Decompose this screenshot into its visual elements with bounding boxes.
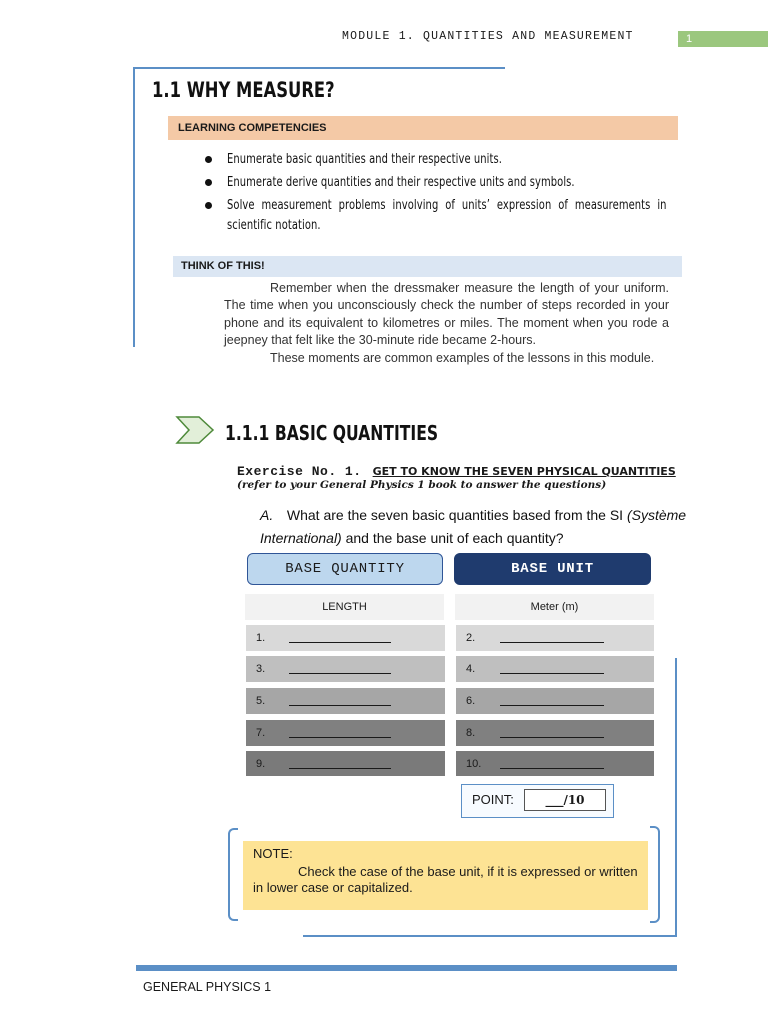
- exercise-title: GET TO KNOW THE SEVEN PHYSICAL QUANTITIES: [372, 465, 676, 478]
- page-number-tab: 1: [678, 31, 768, 47]
- note-label: NOTE:: [253, 846, 293, 861]
- answer-blank-field[interactable]: [500, 737, 604, 738]
- answer-blank-field[interactable]: [289, 705, 391, 706]
- competency-item: [203, 150, 669, 170]
- question-letter: A.: [260, 507, 274, 523]
- answer-blank-field[interactable]: [500, 705, 604, 706]
- footer-bar: [136, 965, 677, 971]
- example-quantity-cell: LENGTH: [245, 594, 444, 620]
- quantity-answer-cell: [246, 751, 445, 776]
- answer-blank-field[interactable]: [500, 642, 604, 643]
- question-italic: (Système International): [260, 507, 687, 546]
- frame-right-line: [675, 658, 677, 936]
- unit-answer-cell: [456, 751, 654, 776]
- chevron-right-icon: [175, 415, 215, 445]
- exercise-label: Exercise No. 1.: [237, 464, 362, 479]
- think-paragraph: These moments are common examples of the lessons in this module.: [270, 350, 655, 365]
- footer-text: GENERAL PHYSICS 1: [143, 980, 272, 994]
- subsection-title: 1.1.1 BASIC QUANTITIES: [225, 421, 439, 445]
- competency-text: Enumerate basic quantities and their respective units.: [227, 152, 503, 167]
- answer-blank-field[interactable]: [500, 673, 604, 674]
- item-number: 4.: [466, 663, 476, 675]
- competency-text: Enumerate derive quantities and their respective units and symbols.: [227, 175, 575, 190]
- item-number: 8.: [466, 727, 476, 739]
- competency-item: [203, 196, 669, 236]
- item-number: 9.: [256, 758, 266, 770]
- think-of-this-text: [224, 280, 669, 367]
- note-left-bracket: [228, 828, 238, 921]
- base-quantity-header: BASE QUANTITY: [247, 553, 443, 585]
- learning-competencies-header: LEARNING COMPETENCIES: [168, 116, 678, 140]
- competency-list: [203, 150, 669, 239]
- answer-blank-field[interactable]: [289, 737, 391, 738]
- question-text-end: and the base unit of each quantity?: [345, 530, 564, 546]
- quantity-answer-cell: [246, 688, 445, 714]
- answer-blank-field[interactable]: [289, 768, 391, 769]
- frame-bottom-line: [303, 935, 677, 937]
- item-number: 5.: [256, 695, 266, 707]
- item-number: 10.: [466, 758, 482, 770]
- base-unit-header: BASE UNIT: [454, 553, 651, 585]
- exercise-heading: [237, 460, 676, 479]
- answer-blank-field[interactable]: [289, 642, 391, 643]
- unit-answer-cell: [456, 625, 654, 651]
- unit-answer-cell: [456, 688, 654, 714]
- module-title: MODULE 1. QUANTITIES AND MEASUREMENT: [342, 30, 634, 43]
- answer-blank-field[interactable]: [500, 768, 604, 769]
- point-score-field[interactable]: ___/10: [524, 789, 606, 811]
- note-text: Check the case of the base unit, if it is expressed or written in lower case or capitalized.: [253, 864, 638, 895]
- quantity-answer-cell: [246, 625, 445, 651]
- unit-answer-cell: [456, 720, 654, 746]
- item-number: 1.: [256, 632, 266, 644]
- answer-blank-field[interactable]: [289, 673, 391, 674]
- example-unit-cell: Meter (m): [455, 594, 654, 620]
- quantity-answer-cell: [246, 656, 445, 682]
- bullet-icon: [205, 202, 212, 209]
- item-number: 3.: [256, 663, 266, 675]
- section-title: 1.1 WHY MEASURE?: [152, 78, 335, 102]
- competency-item: [203, 173, 669, 193]
- quantity-answer-cell: [246, 720, 445, 746]
- exercise-note: (refer to your General Physics 1 book to answer the questions): [237, 479, 607, 491]
- bullet-icon: [205, 179, 212, 186]
- item-number: 6.: [466, 695, 476, 707]
- frame-top-line: [134, 67, 505, 69]
- think-paragraph: Remember when the dressmaker measure the length of your uniform. The time when you unconsciously check the number of steps recorded in your phone and its equivalent to kilometres or miles. The moment when you rode a jeepney that felt like the 30-minute ride became 2-hours.: [224, 281, 669, 348]
- unit-answer-cell: [456, 656, 654, 682]
- note-right-bracket: [650, 826, 660, 923]
- competency-text: Solve measurement problems involving of units’ expression of measurements in scientific notation.: [227, 198, 667, 233]
- note-box: [243, 841, 648, 910]
- item-number: 2.: [466, 632, 476, 644]
- bullet-icon: [205, 156, 212, 163]
- question-text: What are the seven basic quantities based from the SI: [286, 507, 624, 523]
- point-label: POINT:: [472, 792, 514, 807]
- item-number: 7.: [256, 727, 266, 739]
- question-a: [260, 504, 700, 550]
- frame-left-line: [133, 67, 135, 347]
- think-of-this-header: THINK OF THIS!: [173, 256, 682, 277]
